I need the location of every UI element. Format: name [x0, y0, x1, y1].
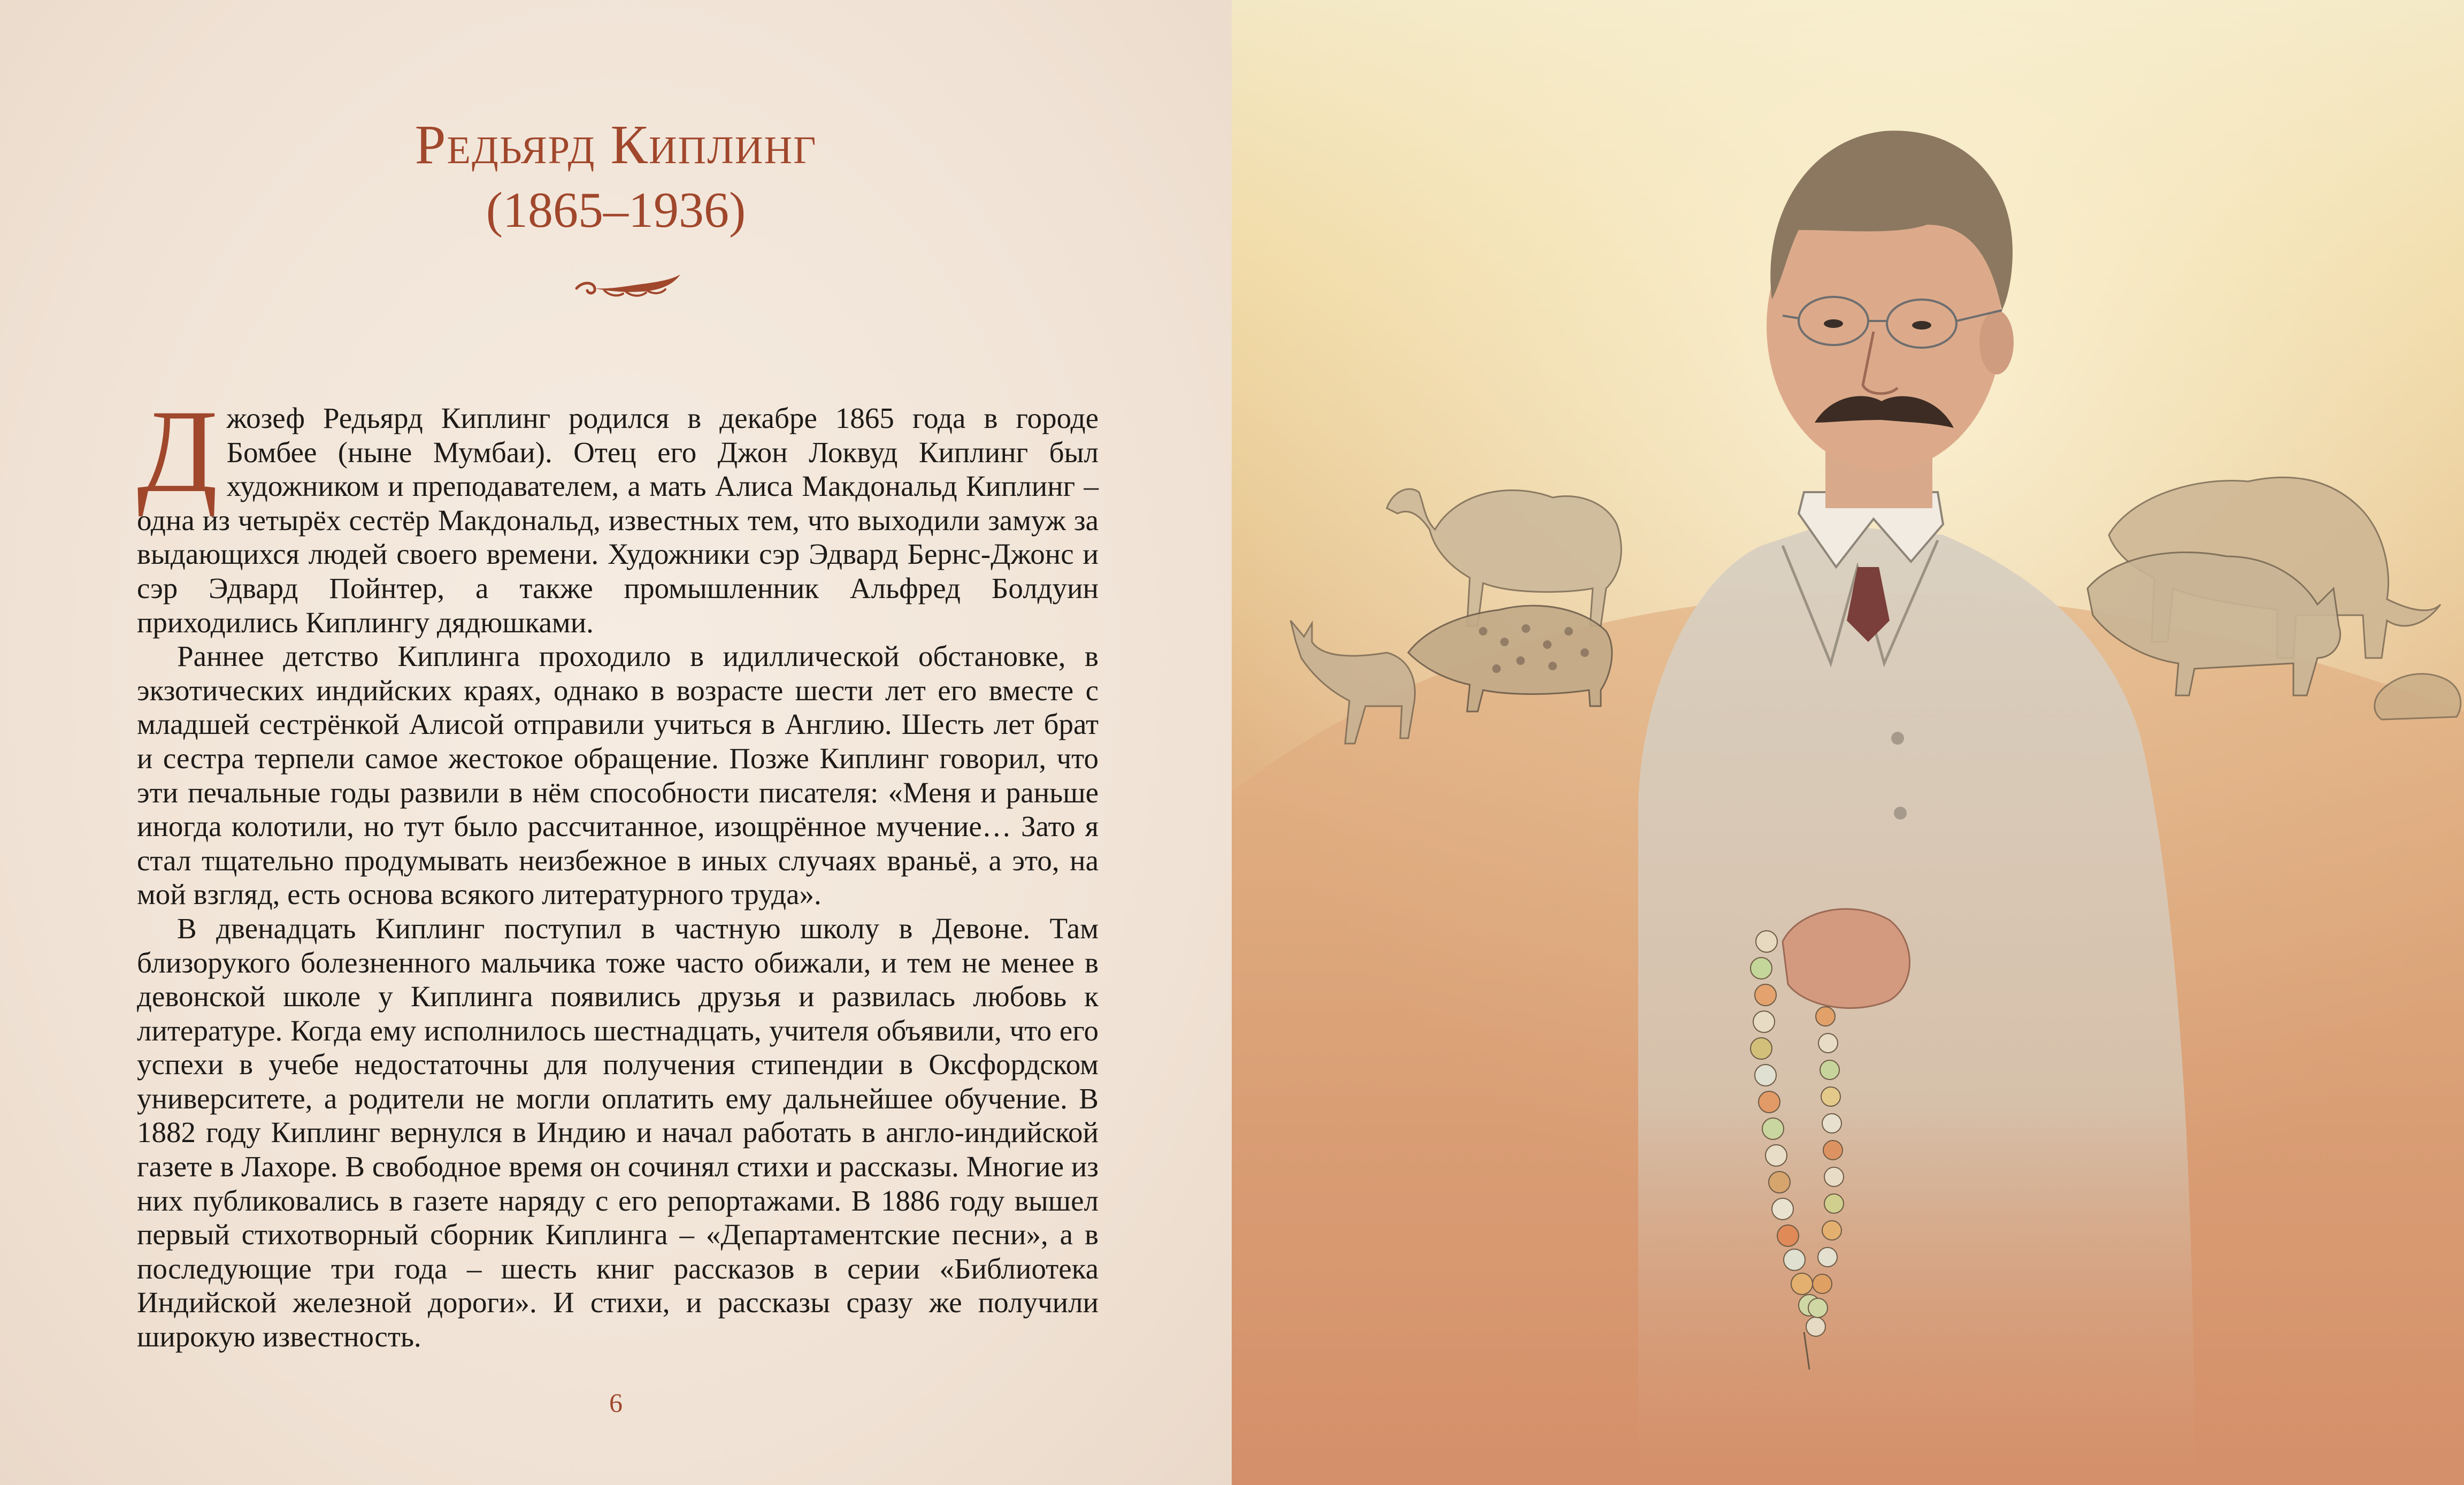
paragraph-3: В двенадцать Киплинг поступил в частную школу в Девоне. Там близорукого болезненного мальчика тоже часто обижали, и тем не менее в девонской школе у Киплинга появились друзья и развилась любовь к литературе. Когда ему исполнилось шестнадцать, учителя объявили, что его успехи в учебе недостаточны для получения стипендии в Оксфордском университете, а родители не могли оплатить ему дальнейшее обучение. В 1882 году Киплинг вернулся в Индию и начал работать в англо-индийской газете в Лахоре. В свободное время он сочинял стихи и рассказы. Многие из них публиковались в газете наряду с его репортажами. В 1886 году вышел первый стихотворный сборник Киплинга – «Департаментские песни», а в последующие три года – шесть книг рассказов в серии «Библиотека Индийской железной дороги». И стихи, и рассказы сразу же получили широкую известность. — [137, 912, 1099, 1353]
life-dates: (1865–1936) — [486, 182, 746, 238]
ear — [1979, 310, 2014, 374]
page-number: 6 — [609, 1388, 623, 1418]
drop-cap: Д — [137, 386, 218, 517]
hand — [1783, 909, 1910, 1008]
coat-button — [1891, 732, 1904, 745]
page-title: Редьярд Киплинг — [414, 114, 817, 175]
eye — [1824, 319, 1843, 328]
flourish-ornament-icon — [572, 270, 685, 302]
paragraph-2: Раннее детство Киплинга проходило в идиллической обстановке, в экзотических индийских краях, однако в возрасте шести лет его вместе с младшей сестрёнкой Алисой отправили учиться в Англию. Шесть лет брат и сестра терпели самое жестокое обращение. Позже Киплинг говорил, что эти печальные годы развили в нём способности писателя: «Меня и раньше иногда колотили, но тут было рассчитанное, изощрённое мучение… Зато я стал тщательно продумывать неизбежное в иных случаях враньё, а это, на мой взгляд, есть основа всякого литературного труда». — [137, 640, 1099, 911]
right-illustration-page — [1232, 0, 2464, 1485]
paragraph-1 — [137, 386, 1099, 639]
kipling-portrait-illustration — [1232, 0, 2464, 1485]
coat-button — [1894, 807, 1907, 820]
eye — [1912, 321, 1931, 330]
biography-text — [137, 386, 1099, 1354]
paragraph-1-text: жозеф Редьярд Киплинг родился в декабре 1865 года в городе Бомбее (ныне Мумбаи). Отец его Джон Локвуд Киплинг был художником и преподавателем, а мать Алиса Макдональд Киплинг – одна из четырёх сестёр Макдональд, известных тем, что выходили замуж за выдающихся людей своего времени. Художники сэр Эдвард Бернс-Джонс и сэр Эдвард Пойнтер, а также промышленник Альфред Болдуин приходились Киплингу дядюшками. — [137, 402, 1099, 639]
